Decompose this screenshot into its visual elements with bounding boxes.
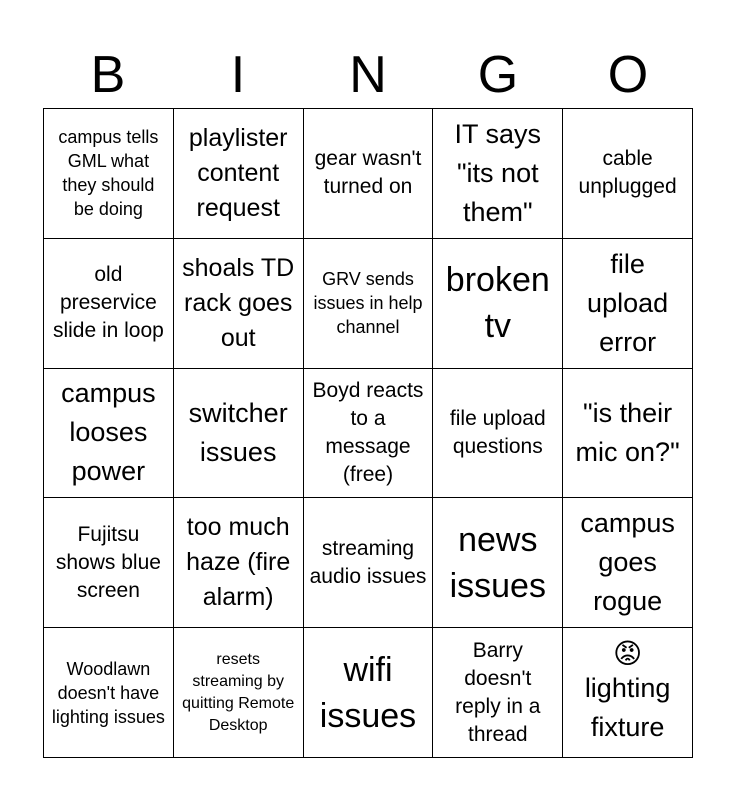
bingo-cell[interactable] — [433, 369, 563, 499]
bingo-cell[interactable] — [174, 628, 304, 758]
bingo-cell[interactable] — [174, 369, 304, 499]
bingo-cell[interactable] — [304, 628, 434, 758]
cell-text: wifi issues — [319, 650, 417, 735]
bingo-cell[interactable] — [174, 109, 304, 239]
cell-text: Fujitsu shows blue screen — [55, 522, 161, 602]
cell-text: news issues — [449, 520, 546, 605]
cell-text: "is their mic on?" — [575, 397, 680, 467]
bingo-cell[interactable] — [304, 239, 434, 369]
bingo-cell[interactable] — [304, 369, 434, 499]
cell-text: file upload error — [587, 248, 669, 357]
cell-text: streaming audio issues — [309, 536, 427, 588]
bingo-cell[interactable] — [563, 239, 693, 369]
bingo-cell[interactable] — [433, 498, 563, 628]
header-letter-o: O — [607, 46, 649, 104]
header-letter-b: B — [90, 46, 126, 104]
cell-text: GRV sends issues in help channel — [313, 269, 423, 338]
header-letter-n: N — [349, 46, 387, 104]
header-letter-g: G — [477, 46, 519, 104]
bingo-cell[interactable] — [44, 109, 174, 239]
cell-text: Boyd reacts to a message (free) — [312, 378, 424, 486]
bingo-cell[interactable] — [174, 239, 304, 369]
cell-text: file upload questions — [449, 406, 546, 458]
cell-text: old preservice slide in loop — [52, 263, 164, 343]
cell-text: playlister content request — [188, 123, 288, 222]
bingo-cell[interactable] — [44, 498, 174, 628]
cell-text: too much haze (fire alarm) — [186, 513, 291, 612]
cell-text: campus goes rogue — [580, 508, 675, 617]
bingo-cell[interactable] — [563, 628, 693, 758]
cell-text: Woodlawn doesn't have lighting issues — [51, 658, 165, 727]
cell-text: gear wasn't turned on — [314, 147, 422, 199]
cell-text: shoals TD rack goes out — [182, 253, 295, 352]
cell-text: broken tv — [445, 261, 550, 346]
bingo-cell[interactable] — [44, 628, 174, 758]
cell-text: campus looses power — [61, 378, 156, 487]
cell-text: switcher issues — [188, 397, 288, 467]
angry-face-icon: 😡 — [612, 637, 643, 669]
cell-text: resets streaming by quitting Remote Desktop — [182, 650, 295, 734]
header-letter-i: I — [230, 46, 246, 104]
bingo-cell[interactable] — [563, 369, 693, 499]
bingo-cell[interactable] — [563, 109, 693, 239]
cell-text: lighting fixture — [584, 672, 671, 742]
bingo-cell[interactable] — [44, 239, 174, 369]
cell-text: Barry doesn't reply in a thread — [455, 638, 541, 746]
cell-text: IT says "its not them" — [454, 118, 542, 227]
bingo-header — [43, 42, 693, 108]
bingo-cell[interactable] — [44, 369, 174, 499]
bingo-cell[interactable] — [433, 109, 563, 239]
bingo-cell[interactable] — [433, 239, 563, 369]
bingo-cell[interactable] — [304, 109, 434, 239]
bingo-grid — [43, 108, 693, 758]
bingo-cell[interactable] — [304, 498, 434, 628]
bingo-cell[interactable] — [174, 498, 304, 628]
cell-text: campus tells GML what they should be doing — [58, 127, 159, 220]
bingo-cell[interactable] — [563, 498, 693, 628]
bingo-cell[interactable] — [433, 628, 563, 758]
cell-text: cable unplugged — [578, 147, 677, 199]
